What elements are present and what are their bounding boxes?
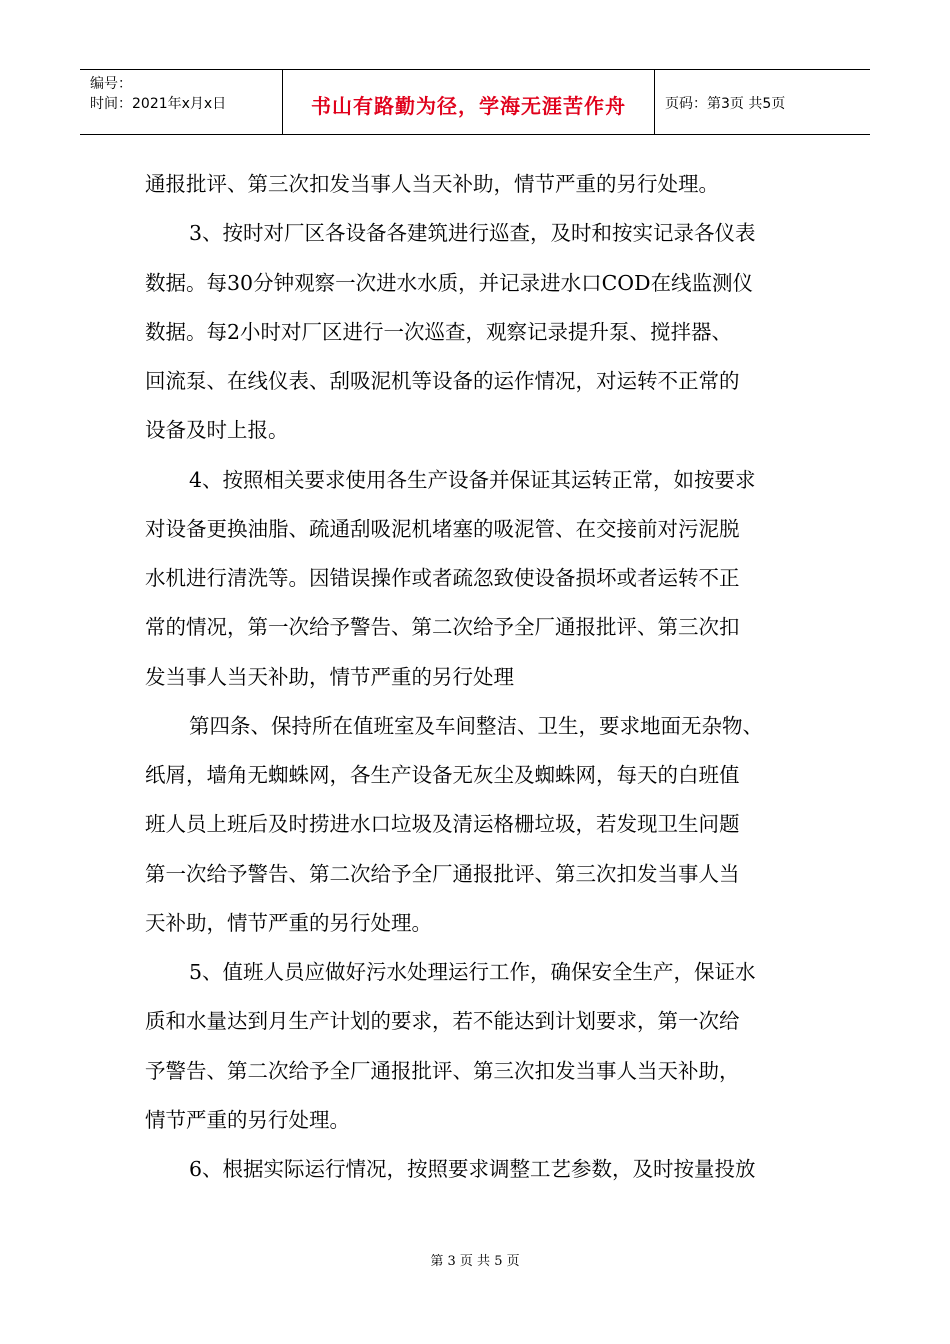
page-footer: 第 3 页 共 5 页	[430, 1254, 520, 1269]
body-line: 常的情况，第一次给予警告、第二次给予全厂通报批评、第三次扣	[145, 615, 740, 640]
body-line: 发当事人当天补助，情节严重的另行处理	[145, 664, 514, 689]
body-line: 情节严重的另行处理。	[145, 1107, 350, 1132]
document-date: 时间：2021年x月x日	[90, 96, 227, 112]
header-meta	[80, 70, 283, 134]
body-line: 予警告、第二次给予全厂通报批评、第三次扣发当事人当天补助，	[145, 1058, 740, 1083]
body-line: 3、按时对厂区各设备各建筑进行巡查，及时和按实记录各仪表	[189, 221, 756, 246]
body-line: 对设备更换油脂、疏通刮吸泥机堵塞的吸泥管、在交接前对污泥脱	[145, 516, 740, 541]
body-line: 水机进行清洗等。因错误操作或者疏忽致使设备损坏或者运转不正	[145, 566, 740, 590]
body-line: 通报批评、第三次扣发当事人当天补助，情节严重的另行处理。	[145, 172, 719, 196]
body-line: 第一次给予警告、第二次给予全厂通报批评、第三次扣发当事人当	[145, 861, 740, 886]
body-line: 5、值班人员应做好污水处理运行工作，确保安全生产，保证水	[189, 960, 756, 984]
body-line: 第四条、保持所在值班室及车间整洁、卫生，要求地面无杂物、	[189, 713, 763, 738]
document-number-label: 编号：	[90, 76, 132, 92]
body-line: 4、按照相关要求使用各生产设备并保证其运转正常，如按要求	[189, 467, 756, 492]
body-line: 质和水量达到月生产计划的要求，若不能达到计划要求，第一次给	[145, 1009, 740, 1034]
body-line: 设备及时上报。	[145, 418, 289, 443]
document-body	[145, 160, 810, 1194]
header-motto: 书山有路勤为径，学海无涯苦作舟	[311, 93, 626, 118]
header-page-info: 页码：第3页 共5页	[665, 96, 786, 112]
body-line: 班人员上班后及时捞进水口垃圾及清运格栅垃圾，若发现卫生问题	[145, 812, 740, 837]
body-line: 天补助，情节严重的另行处理。	[145, 910, 432, 935]
body-line: 数据。每2小时对厂区进行一次巡查，观察记录提升泵、搅拌器、	[145, 319, 733, 344]
body-line: 回流泵、在线仪表、刮吸泥机等设备的运作情况，对运转不正常的	[145, 369, 740, 393]
body-line: 数据。每30分钟观察一次进水水质，并记录进水口COD在线监测仪	[145, 270, 754, 295]
body-line: 6、根据实际运行情况，按照要求调整工艺参数，及时按量投放	[189, 1157, 756, 1181]
header-motto-cell	[283, 70, 655, 134]
page-header	[80, 69, 870, 135]
body-line: 纸屑，墙角无蜘蛛网，各生产设备无灰尘及蜘蛛网，每天的白班值	[145, 763, 740, 787]
